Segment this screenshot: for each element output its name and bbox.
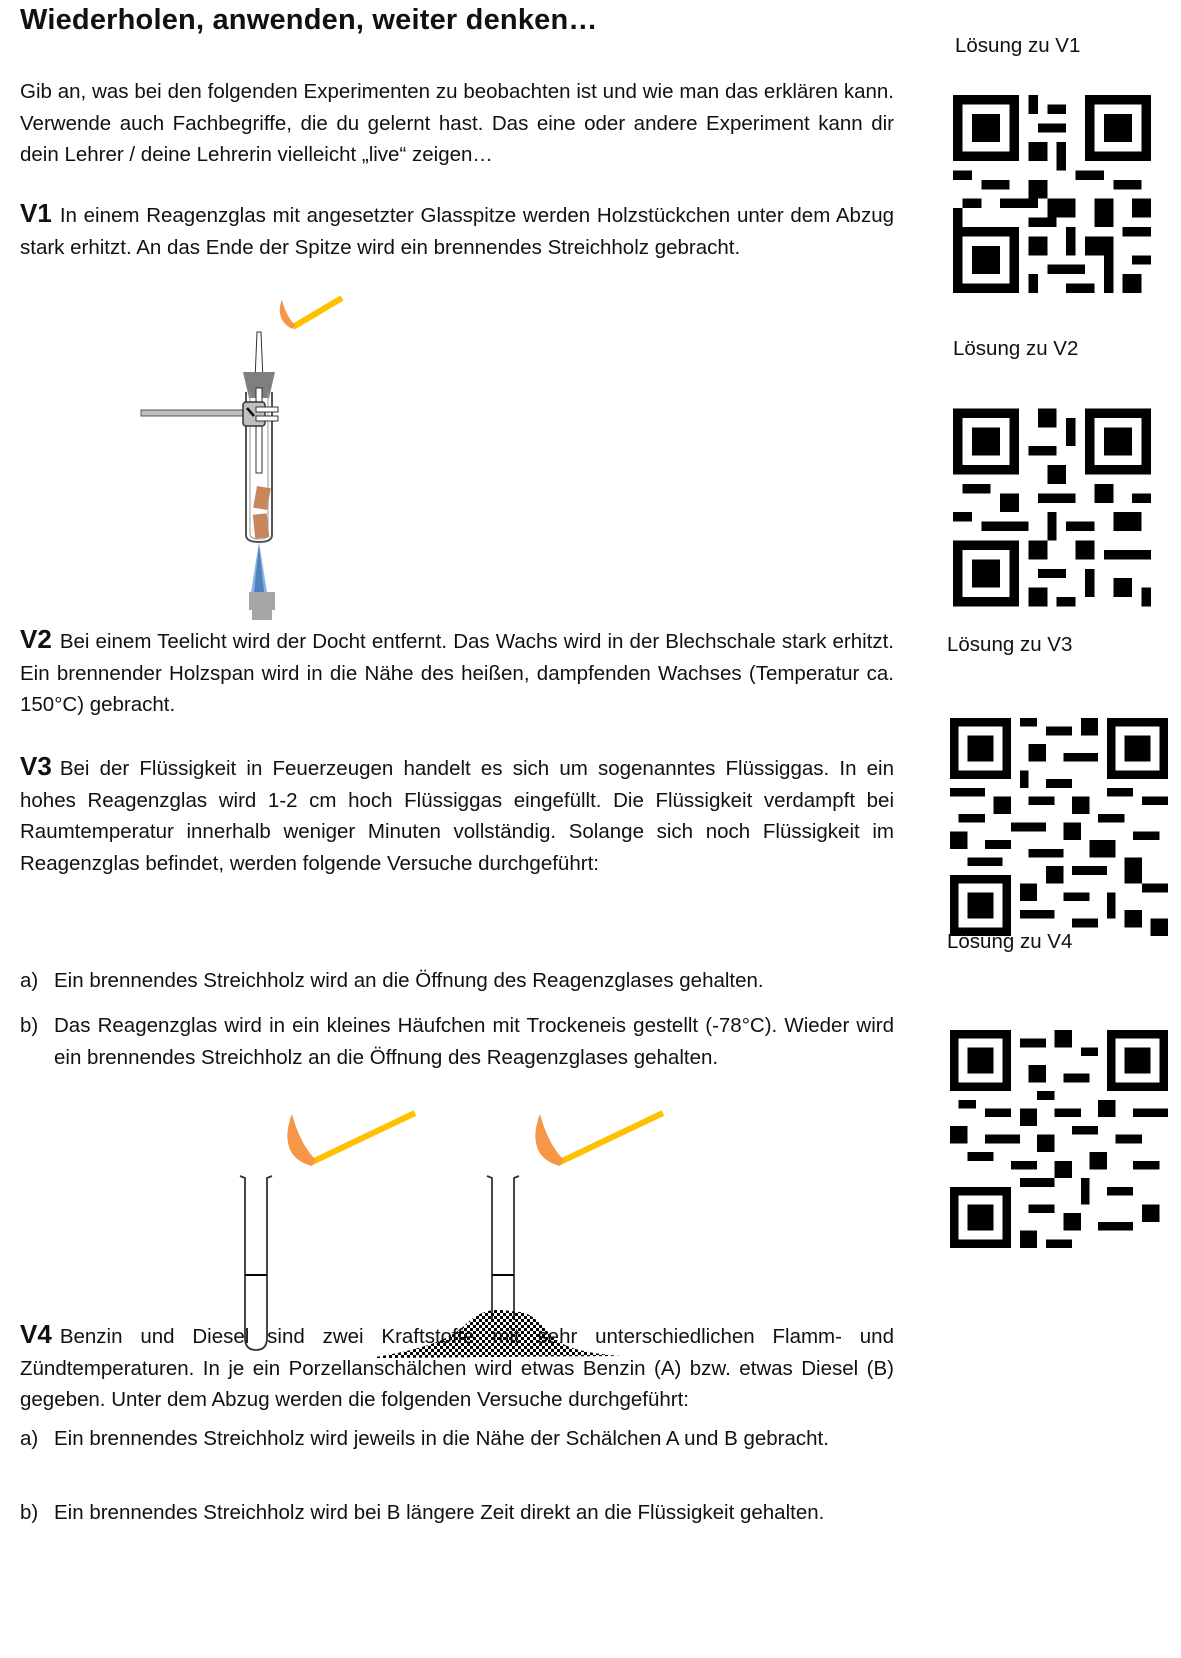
item-text: Ein brennendes Streichholz wird an die Öffnung des Reagenzglases gehalten. bbox=[54, 969, 764, 992]
page-title: Wiederholen, anwenden, weiter denken… bbox=[20, 4, 598, 36]
test-tube-2 bbox=[487, 1176, 519, 1320]
solution-label-v1: Lösung zu V1 bbox=[955, 34, 1081, 57]
item-text: Ein brennendes Streichholz wird bei B längere Zeit direkt an die Flüssigkeit gehalten. bbox=[54, 1501, 825, 1524]
intro-paragraph: Gib an, was bei den folgenden Experimenten zu beobachten ist und wie man das erklären kann. Verwende auch Fachbegriffe, die du gelernt hast. Das eine oder andere Experiment kann dir dein Lehrer / deine Lehrerin vielleicht „live“ zeigen… bbox=[20, 80, 894, 166]
item-letter: b) bbox=[20, 1501, 39, 1524]
experiment-v2 bbox=[20, 624, 894, 721]
solution-label-v2: Lösung zu V2 bbox=[953, 337, 1079, 360]
v4-item-b bbox=[20, 1497, 894, 1529]
experiment-label: V4 bbox=[20, 1319, 52, 1349]
item-text: Ein brennendes Streichholz wird jeweils in die Nähe der Schälchen A und B gebracht. bbox=[54, 1427, 829, 1450]
experiment-v3 bbox=[20, 751, 894, 879]
experiment-text: In einem Reagenzglas mit angesetzter Glasspitze werden Holzstückchen unter dem Abzug stark erhitzt. An das Ende der Spitze wird ein brennendes Streichholz gebracht. bbox=[20, 204, 894, 259]
item-letter: b) bbox=[20, 1014, 39, 1037]
experiment-text: Bei der Flüssigkeit in Feuerzeugen handelt es sich um sogenanntes Flüssiggas. In ein hohes Reagenzglas wird 1-2 cm hoch Flüssiggas eingefüllt. Die Flüssigkeit verdampft bei Raumtemperatur innerhalb weniger Minuten vollständig. Solange sich noch Flüssigkeit im Reagenzglas befindet, werden folgende Versuche durchgeführt: bbox=[20, 757, 894, 875]
experiment-v1 bbox=[20, 198, 894, 263]
experiment-v4 bbox=[20, 1319, 894, 1416]
experiment-text: Benzin und Diesel sind zwei Kraftstoffe mit sehr unterschiedlichen Flamm- und Zündtemperaturen. In je ein Porzellanschälchen wird etwas Benzin (A) bzw. etwas Diesel (B) gegeben. Unter dem Abzug werden die folgenden Versuche durchgeführt: bbox=[20, 1325, 894, 1411]
experiment-text: Bei einem Teelicht wird der Docht entfernt. Das Wachs wird in der Blechschale stark erhitzt. Ein brennender Holzspan wird in die Nähe des heißen, dampfenden Wachses (Temperatur ca. 150°C) gebracht. bbox=[20, 630, 894, 716]
burning-match-icon bbox=[535, 1113, 663, 1166]
v3-item-a bbox=[20, 965, 894, 997]
experiment-label: V3 bbox=[20, 751, 52, 781]
solution-label-v4: Lösung zu V4 bbox=[947, 930, 1073, 953]
v1-apparatus-figure bbox=[130, 280, 380, 620]
qr-code-icon[interactable] bbox=[953, 85, 1151, 303]
v3-item-b bbox=[20, 1010, 894, 1073]
solution-label-v3: Lösung zu V3 bbox=[947, 633, 1073, 656]
item-letter: a) bbox=[20, 1427, 39, 1450]
qr-code-icon[interactable] bbox=[953, 405, 1151, 610]
qr-code-icon[interactable] bbox=[950, 718, 1168, 936]
experiment-label: V1 bbox=[20, 198, 52, 228]
v4-item-a bbox=[20, 1423, 894, 1455]
burning-match-icon bbox=[287, 1113, 415, 1166]
experiment-label: V2 bbox=[20, 624, 52, 654]
item-text: Das Reagenzglas wird in ein kleines Häufchen mit Trockeneis gestellt (-78°C). Wieder wird ein brennendes Streichholz an die Öffnung des Reagenzglases gehalten. bbox=[54, 1014, 894, 1069]
item-letter: a) bbox=[20, 969, 39, 992]
burning-match-icon bbox=[280, 298, 342, 329]
qr-code-icon[interactable] bbox=[950, 1030, 1168, 1248]
